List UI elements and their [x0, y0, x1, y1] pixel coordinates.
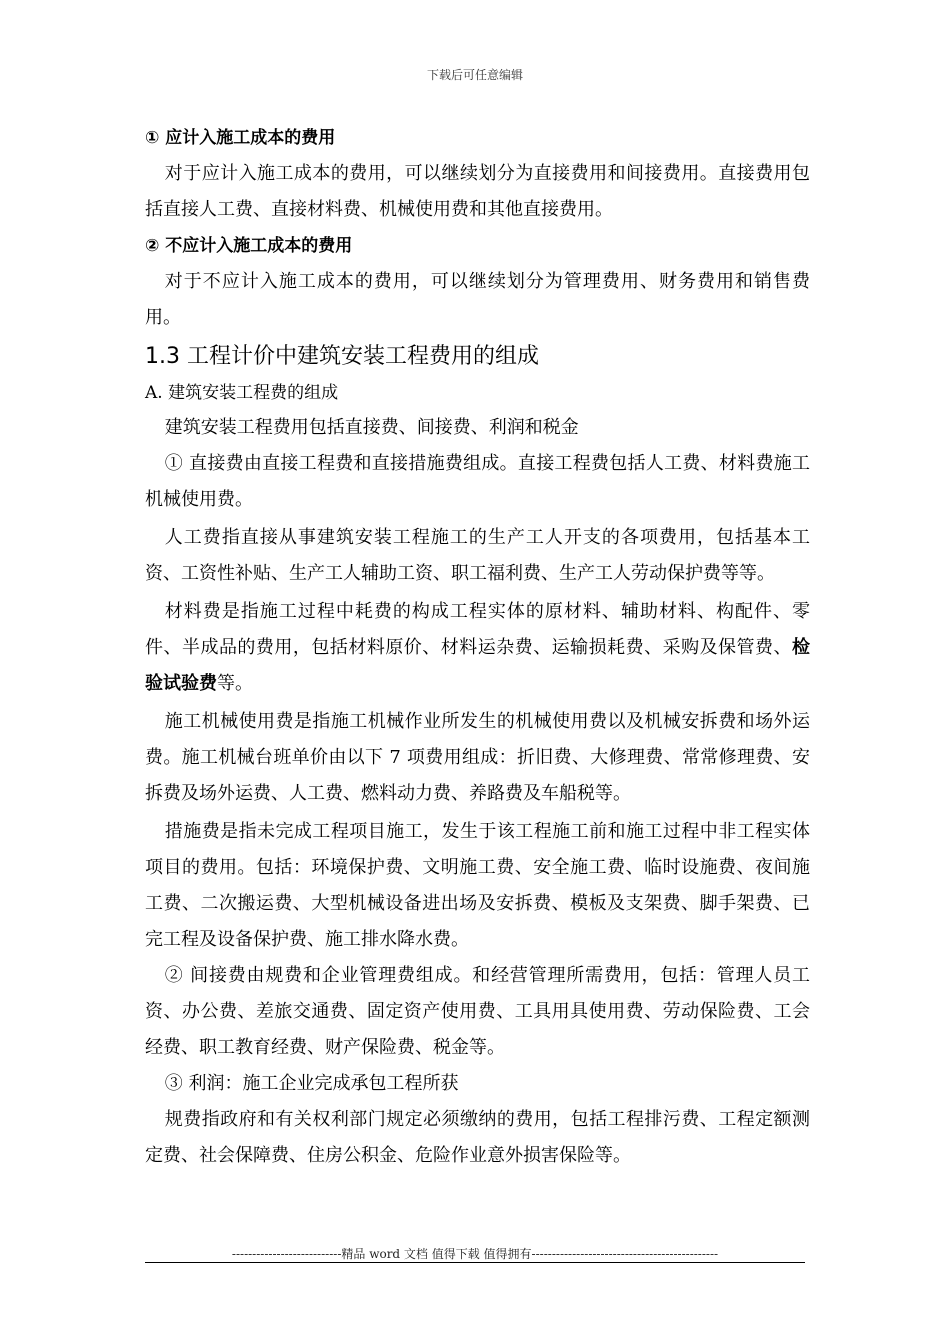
- paragraph-fees: 规费指政府和有关权利部门规定必须缴纳的费用，包括工程排污费、工程定额测定费、社会保障费、住房公积金、危险作业意外损害保险等。: [145, 1109, 810, 1166]
- paragraph-costed: 对于应计入施工成本的费用，可以继续划分为直接费用和间接费用。直接费用包括直接人工费、直接材料费、机械使用费和其他直接费用。: [145, 163, 810, 220]
- document-body: [145, 120, 810, 1174]
- paragraph-composition: 建筑安装工程费用包括直接费、间接费、利润和税金: [164, 417, 579, 438]
- paragraph-materials: 材料费是指施工过程中耗费的构成工程实体的原材料、辅助材料、构配件、零件、半成品的费用，包括材料原价、材料运杂费、运输损耗费、采购及保管费、检验试验费等。: [145, 601, 810, 694]
- paragraph-profit: ③ 利润：施工企业完成承包工程所获: [164, 1073, 459, 1094]
- paragraph-not-costed: 对于不应计入施工成本的费用，可以继续划分为管理费用、财务费用和销售费用。: [145, 271, 810, 328]
- paragraph-machinery: 施工机械使用费是指施工机械作业所发生的机械使用费以及机械安拆费和场外运费。施工机械台班单价由以下 7 项费用组成：折旧费、大修理费、常常修理费、安拆费及场外运费、人工费、燃料动力费、养路费及车船税等。: [145, 711, 810, 804]
- bold-term: 检验试验费: [145, 637, 810, 694]
- section-heading: 1.3 工程计价中建筑安装工程费用的组成: [145, 344, 539, 369]
- paragraph-indirect: ② 间接费由规费和企业管理费组成。和经营管理所需费用，包括：管理人员工资、办公费、差旅交通费、固定资产使用费、工具用具使用费、劳动保险费、工会经费、职工教育经费、财产保险费、税金等。: [145, 965, 810, 1058]
- footer-rule: [145, 1262, 805, 1263]
- subheading-costed: ① 应计入施工成本的费用: [145, 128, 336, 148]
- subsection-a: A. 建筑安装工程费的组成: [145, 383, 339, 403]
- paragraph-direct-cost: ① 直接费由直接工程费和直接措施费组成。直接工程费包括人工费、材料费施工机械使用费。: [145, 453, 810, 510]
- page-footer: ---------------------------精品 word 文档 值得下载 值得拥有----------------------------------------------: [231, 1247, 719, 1261]
- paragraph-labor: 人工费指直接从事建筑安装工程施工的生产工人开支的各项费用，包括基本工资、工资性补贴、生产工人辅助工资、职工福利费、生产工人劳动保护费等等。: [145, 527, 810, 584]
- paragraph-measures: 措施费是指未完成工程项目施工，发生于该工程施工前和施工过程中非工程实体项目的费用。包括：环境保护费、文明施工费、安全施工费、临时设施费、夜间施工费、二次搬运费、大型机械设备进出场及安拆费、模板及支架费、脚手架费、已完工程及设备保护费、施工排水降水费。: [145, 821, 810, 950]
- page-header: 下载后可任意编辑: [426, 68, 523, 82]
- subheading-not-costed: ② 不应计入施工成本的费用: [145, 236, 353, 256]
